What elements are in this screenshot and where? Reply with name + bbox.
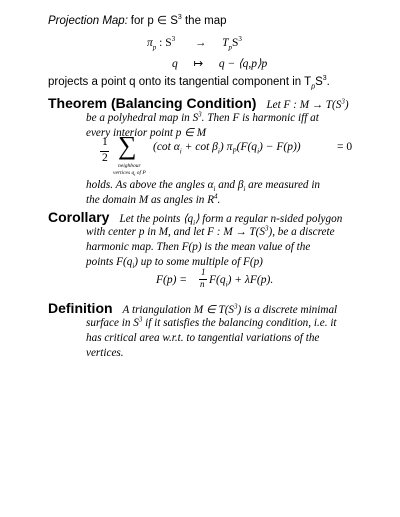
projection-description: projects a point q onto its tangential component in $T_pS^3$. [48, 75, 330, 91]
formula-frac-num: 1 [102, 136, 108, 148]
projection-label: Projection Map: [48, 15, 128, 27]
definition-heading: Definition [48, 300, 113, 316]
mean-formula-right: $F(q_i) + \lambda F(p)$. [209, 274, 274, 289]
formula-sum-under1: neighbour [118, 163, 141, 169]
corollary-line3: harmonic map. Then F(p) is the mean value of the [86, 241, 311, 253]
projection-intro [48, 14, 227, 29]
formula-frac-den: 2 [102, 152, 108, 164]
mean-formula-num: 1 [201, 267, 206, 277]
formula-sum-sign: ∑ [118, 131, 137, 160]
theorem-after1: holds. As above the angles $\alpha_i$ and $\beta_i$ are measured in [86, 179, 321, 194]
definition-line3: has critical area w.r.t. to tangential variations of the [86, 332, 320, 344]
projection-intro-text: for p ∈ $S^3$ the map [130, 14, 227, 27]
corollary-line4: points $F(q_i)$ up to some multiple of F(p) [86, 256, 263, 271]
mean-formula-left: F(p) = [156, 274, 188, 286]
projection-map-line1: $\pi_p$ : $S^3 \to T_pS^3$ [147, 35, 242, 52]
formula-equals: = 0 [337, 141, 353, 153]
formula-body: (cot $\alpha_i + \cot \beta_i$) $\pi_P(F(q_i) - F(p))$ [153, 141, 301, 156]
corollary-line1: Corollary Let the points $⟨q_i⟩$ form a regular n-sided polygon [48, 209, 343, 228]
theorem-heading: Theorem (Balancing Condition) [48, 95, 257, 111]
formula-sum-under2: vertices $q_i$ of P [113, 170, 146, 178]
corollary-line2: with center p in M, and let F : $M \to T(S^3)$, be a discrete [86, 224, 335, 238]
theorem-line3: every interior point p ∈ M [86, 127, 207, 139]
theorem-line1: Theorem (Balancing Condition) Let F : $M \to T(S^3)$ [48, 95, 349, 111]
definition-line2: surface in $S^3$ if it satisfies the balancing condition, i.e. it [86, 315, 337, 329]
theorem-line2: be a polyhedral map in $S^3$. Then F is harmonic iff at [86, 110, 319, 124]
projection-map-line2: q ↦ q − ⟨q,p⟩p [172, 58, 268, 70]
mean-formula-den: n [200, 279, 205, 289]
definition-line1: Definition A triangulation M ∈ $T(S^3)$ is a discrete minimal [48, 300, 338, 316]
definition-line4: vertices. [86, 347, 124, 359]
theorem-after2: the domain M as angles in $R^4$. [86, 192, 221, 206]
corollary-heading: Corollary [48, 209, 110, 225]
